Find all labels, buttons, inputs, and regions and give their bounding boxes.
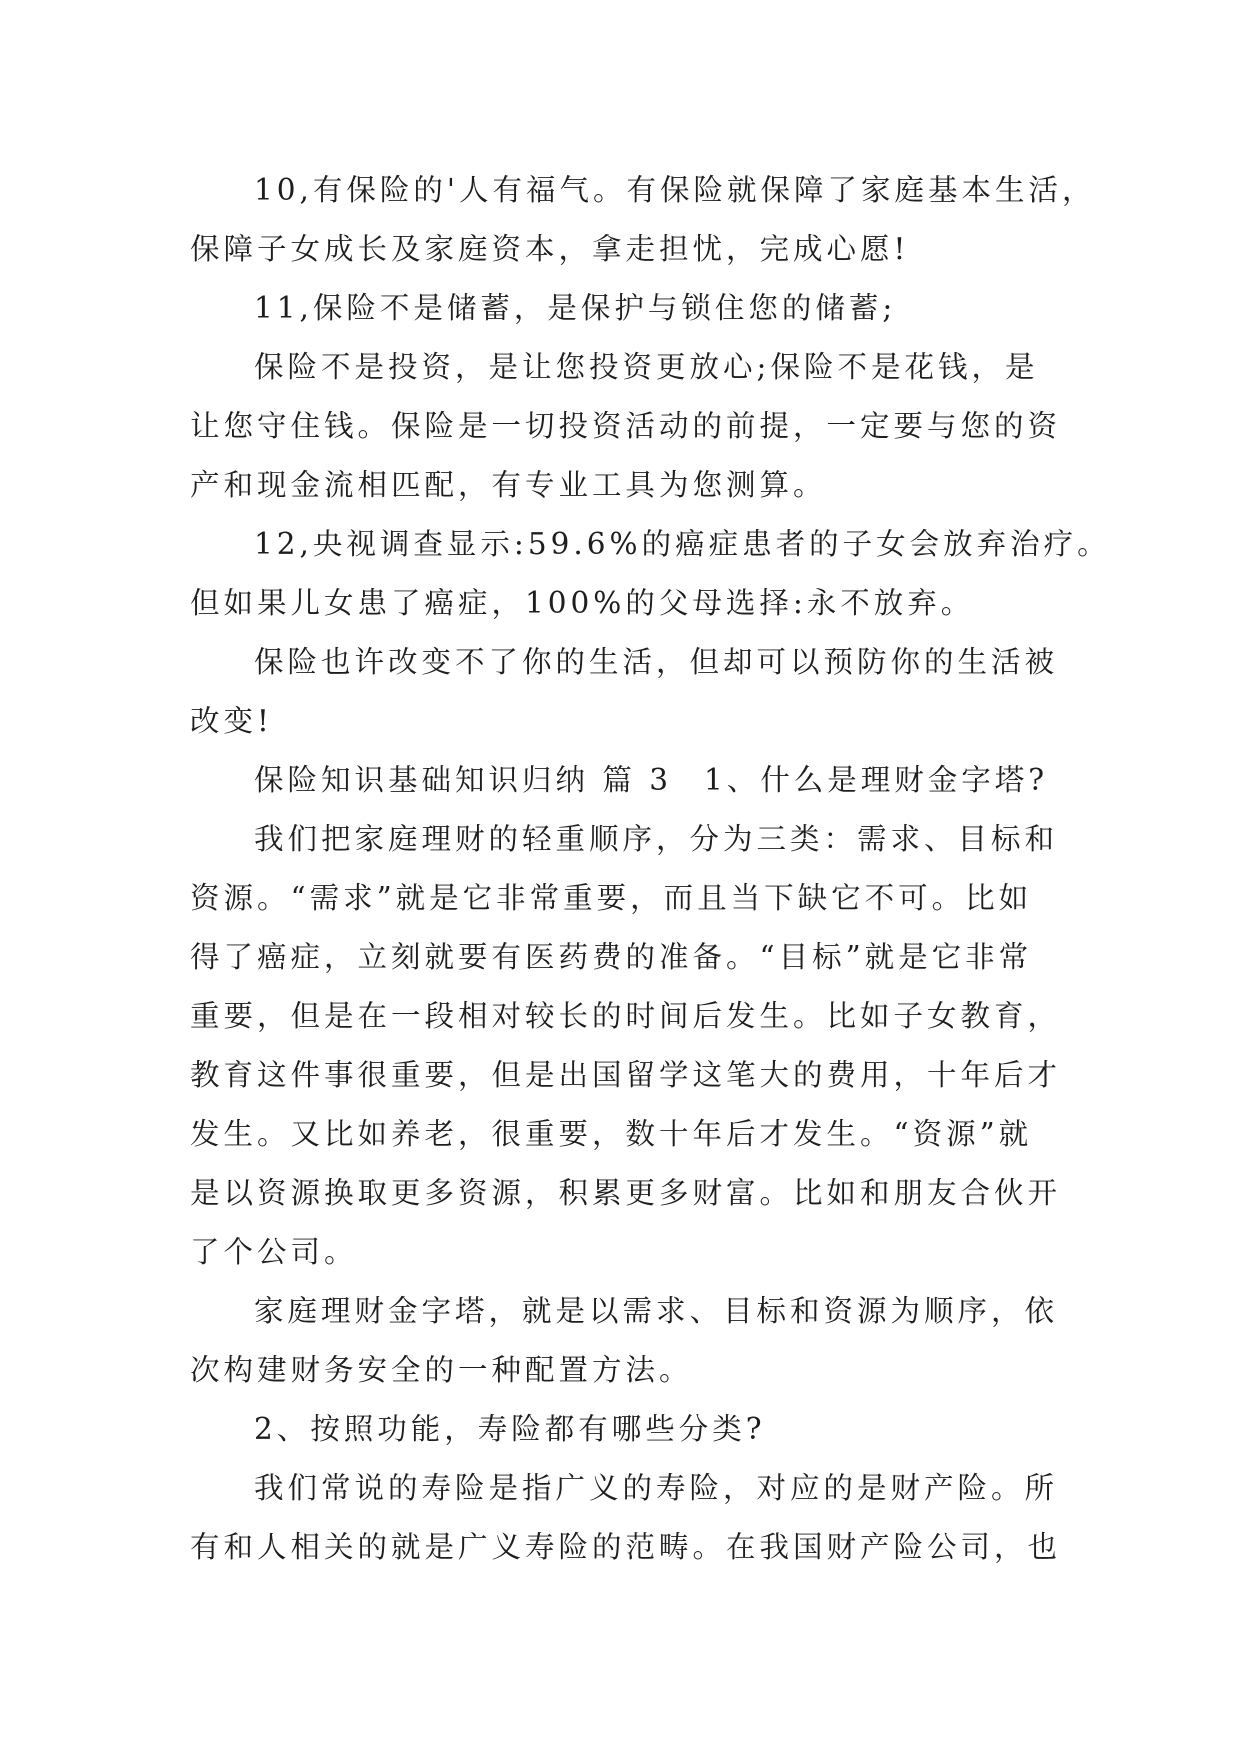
- paragraph-line: 我们常说的寿险是指广义的寿险，对应的是财产险。所: [254, 1471, 1059, 1505]
- paragraph-line: 资源。“需求”就是它非常重要，而且当下缺它不可。比如: [190, 881, 1033, 915]
- paragraph-line: 改变!: [190, 704, 273, 738]
- paragraph-line: 家庭理财金字塔，就是以需求、目标和资源为顺序，依: [254, 1294, 1059, 1328]
- paragraph-line: 重要，但是在一段相对较长的时间后发生。比如子女教育，: [190, 999, 1062, 1033]
- paragraph-line: 是以资源换取更多资源，积累更多财富。比如和朋友合伙开: [190, 1176, 1062, 1210]
- section-heading: 保险知识基础知识归纳 篇 3: [254, 763, 673, 797]
- paragraph-line: 保险也许改变不了你的生活，但却可以预防你的生活被: [254, 645, 1059, 679]
- question-heading: 1、什么是理财金字塔?: [704, 763, 1049, 797]
- paragraph-line: 12,央视调查显示:59.6%的癌症患者的子女会放弃治疗。: [254, 527, 1111, 561]
- paragraph-line: 10,有保险的'人有福气。有保险就保障了家庭基本生活，: [254, 173, 1096, 207]
- paragraph-line: 了个公司。: [190, 1235, 358, 1269]
- paragraph-line: 让您守住钱。保险是一切投资活动的前提，一定要与您的资: [190, 409, 1062, 443]
- paragraph-line: 发生。又比如养老，很重要，数十年后才发生。“资源”就: [190, 1117, 1033, 1151]
- section-heading-line: [190, 751, 1070, 810]
- paragraph-line: 次构建财务安全的一种配置方法。: [190, 1353, 693, 1387]
- paragraph-line: 教育这件事很重要，但是出国留学这笔大的费用，十年后才: [190, 1058, 1062, 1092]
- paragraph-line: 有和人相关的就是广义寿险的范畴。在我国财产险公司，也: [190, 1530, 1062, 1564]
- paragraph-line: 11,保险不是储蓄，是保护与锁住您的储蓄;: [254, 291, 897, 325]
- document-body: [190, 161, 1111, 1577]
- question-heading: 2、按照功能，寿险都有哪些分类?: [254, 1412, 766, 1446]
- paragraph-line: 保障子女成长及家庭资本，拿走担忧，完成心愿!: [190, 232, 910, 266]
- paragraph-line: 我们把家庭理财的轻重顺序，分为三类：需求、目标和: [254, 822, 1059, 856]
- paragraph-line: 保险不是投资，是让您投资更放心;保险不是花钱，是: [254, 350, 1039, 384]
- paragraph-line: 产和现金流相匹配，有专业工具为您测算。: [190, 468, 827, 502]
- paragraph-line: 但如果儿女患了癌症，100%的父母选择:永不放弃。: [190, 586, 975, 620]
- paragraph-line: 得了癌症，立刻就要有医药费的准备。“目标”就是它非常: [190, 940, 1033, 974]
